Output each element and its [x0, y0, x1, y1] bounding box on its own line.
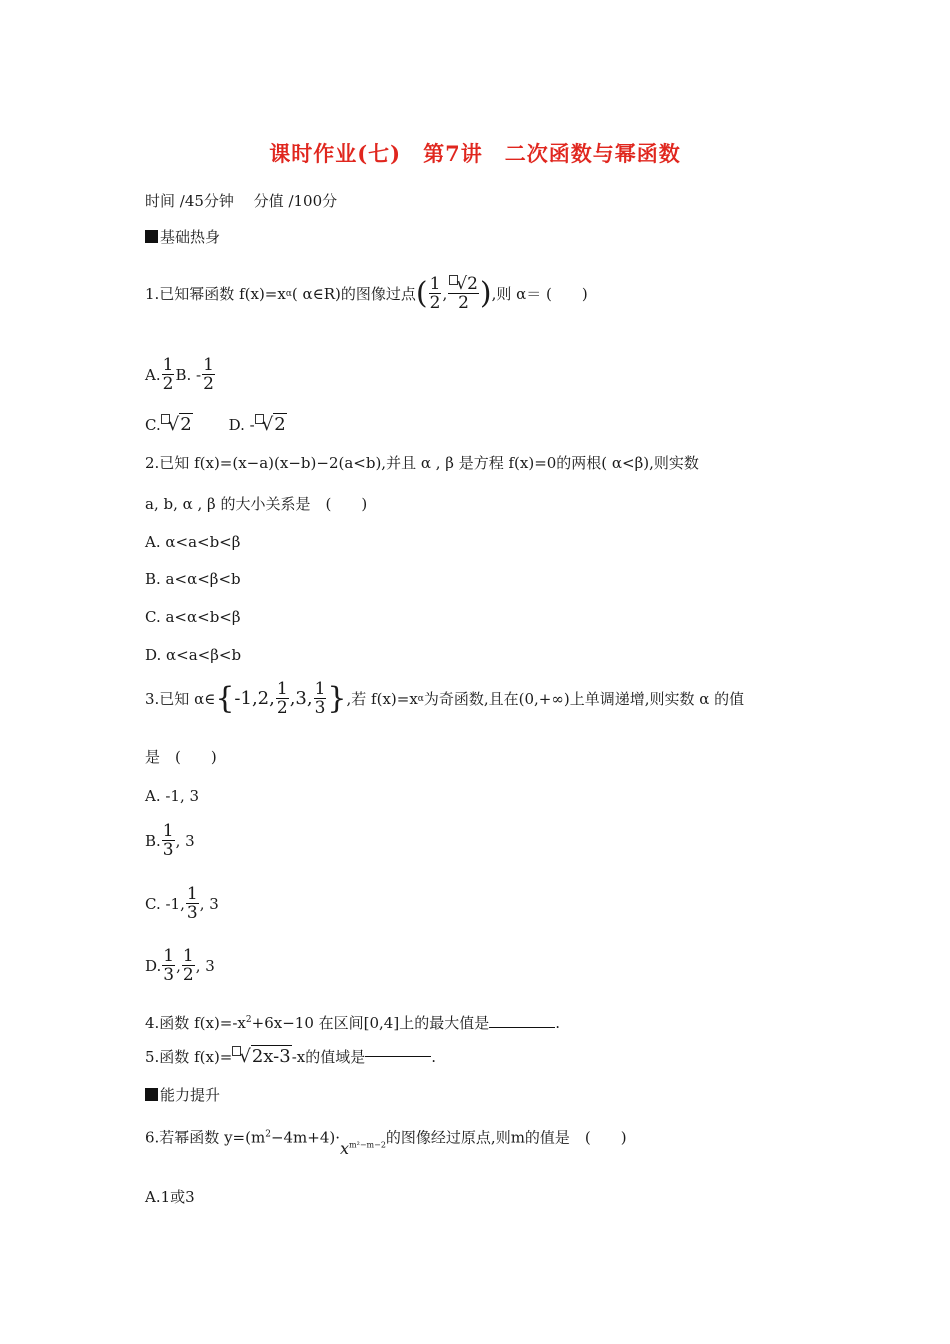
q1-exponent: α — [285, 288, 292, 299]
q1-option-d-radical: √2 — [255, 414, 287, 435]
q3-set-frac1: $\frac{1}{2}$ — [276, 679, 288, 718]
section-advanced — [145, 1084, 220, 1105]
q1-mid: ( α∈R)的图像过点 — [291, 284, 416, 303]
q4-answer-blank — [489, 1027, 555, 1028]
q2-option-b: B. a<α<β<b — [145, 570, 241, 588]
question-3 — [145, 680, 744, 717]
paren-left: ( — [415, 275, 428, 311]
q1-option-b-label: B. - — [175, 365, 202, 384]
question-3-line2: 是 ( ) — [145, 748, 217, 766]
q1-point-y: $\frac{√2}{2}$ — [448, 275, 479, 312]
q3-exponent: α — [417, 693, 424, 704]
question-4: 4.函数 $f(x)=-x^2+6x-10$ 在区间[0,4]上的最大值是 . — [145, 1014, 560, 1032]
q2-option-c: C. a<α<b<β — [145, 608, 241, 626]
section-basic-label: 基础热身 — [160, 228, 221, 246]
time-score-info: 时间 ∕45分钟 分值 ∕100分 — [145, 192, 338, 210]
q1-option-c-radical: √2 — [161, 414, 193, 435]
q5-answer-blank — [365, 1056, 431, 1057]
q1-options-cd — [145, 414, 287, 435]
brace-left: { — [215, 680, 235, 716]
q5-radical: √2x-3 — [232, 1046, 291, 1067]
section-basic — [145, 226, 220, 247]
question-1: 1.已知幂函数 f(x)=x α ( α∈R)的图像过点 ( $\frac{1}{2}$ , $\frac{√2}{2}$ ) ,则 α＝ ( ) — [145, 274, 588, 313]
brace-right: } — [327, 680, 347, 716]
q2-option-a: A. α<a<b<β — [145, 533, 241, 551]
section-marker-icon — [145, 1088, 158, 1101]
q3-set-part2: ,3, — [289, 687, 313, 709]
q1-option-a-label: A. — [145, 365, 161, 384]
q3-post2: 为奇函数,且在(0,+∞)上单调递增,则实数 α 的值 — [423, 689, 745, 708]
q1-option-d-label: D. - — [228, 415, 255, 434]
q1-point-x: $\frac{1}{2}$ — [429, 274, 441, 313]
q3-option-c: C. -1, $\frac{1}{3}$ , 3 — [145, 884, 219, 923]
q3-set-frac2: $\frac{1}{3}$ — [314, 679, 326, 718]
q3-option-a: A. -1, 3 — [145, 787, 200, 805]
paren-right: ) — [479, 275, 492, 311]
section-marker-icon — [145, 230, 158, 243]
question-2-line2: a, b, α , β 的大小关系是 ( ) — [145, 495, 368, 513]
q1-options-ab — [145, 356, 216, 393]
q1-text: 1.已知幂函数 f(x)=x — [145, 284, 286, 303]
question-5: 5.函数 f(x)= √2x-3 -x的值域是 . — [145, 1046, 436, 1067]
q3-pre: 3.已知 α∈ — [145, 689, 216, 708]
question-2-line1: 2.已知 f(x)=(x−a)(x−b)−2(a<b),并且 α , β 是方程 f(x)=0的两根( α<β),则实数 — [145, 454, 699, 472]
q1-option-b-frac: $\frac{1}{2}$ — [203, 355, 214, 394]
section-advanced-label: 能力提升 — [160, 1086, 221, 1104]
question-6: 6.若幂函数 $y=(m^2-4m+4)\cdot x^{m^2-m-2}$的图像经过原点,则m的值是 ( ) — [145, 1128, 627, 1159]
q1-option-c-label: C. — [145, 415, 161, 434]
q3-post: ,若 f(x)=x — [346, 689, 418, 708]
q6-option-a: A.1或3 — [145, 1188, 195, 1206]
q3-set-part1: -1,2, — [234, 687, 275, 709]
q3-option-d: D. $\frac{1}{3}$ , $\frac{1}{2}$ , 3 — [145, 946, 215, 985]
q1-option-a-frac: $\frac{1}{2}$ — [162, 355, 174, 394]
q3-option-b: B. $\frac{1}{3}$ , 3 — [145, 821, 195, 860]
page-title: 课时作业(七) 第7讲 二次函数与幂函数 — [269, 141, 681, 166]
q1-tail: ,则 α＝ ( ) — [491, 284, 588, 303]
q2-option-d: D. α<a<β<b — [145, 646, 242, 664]
